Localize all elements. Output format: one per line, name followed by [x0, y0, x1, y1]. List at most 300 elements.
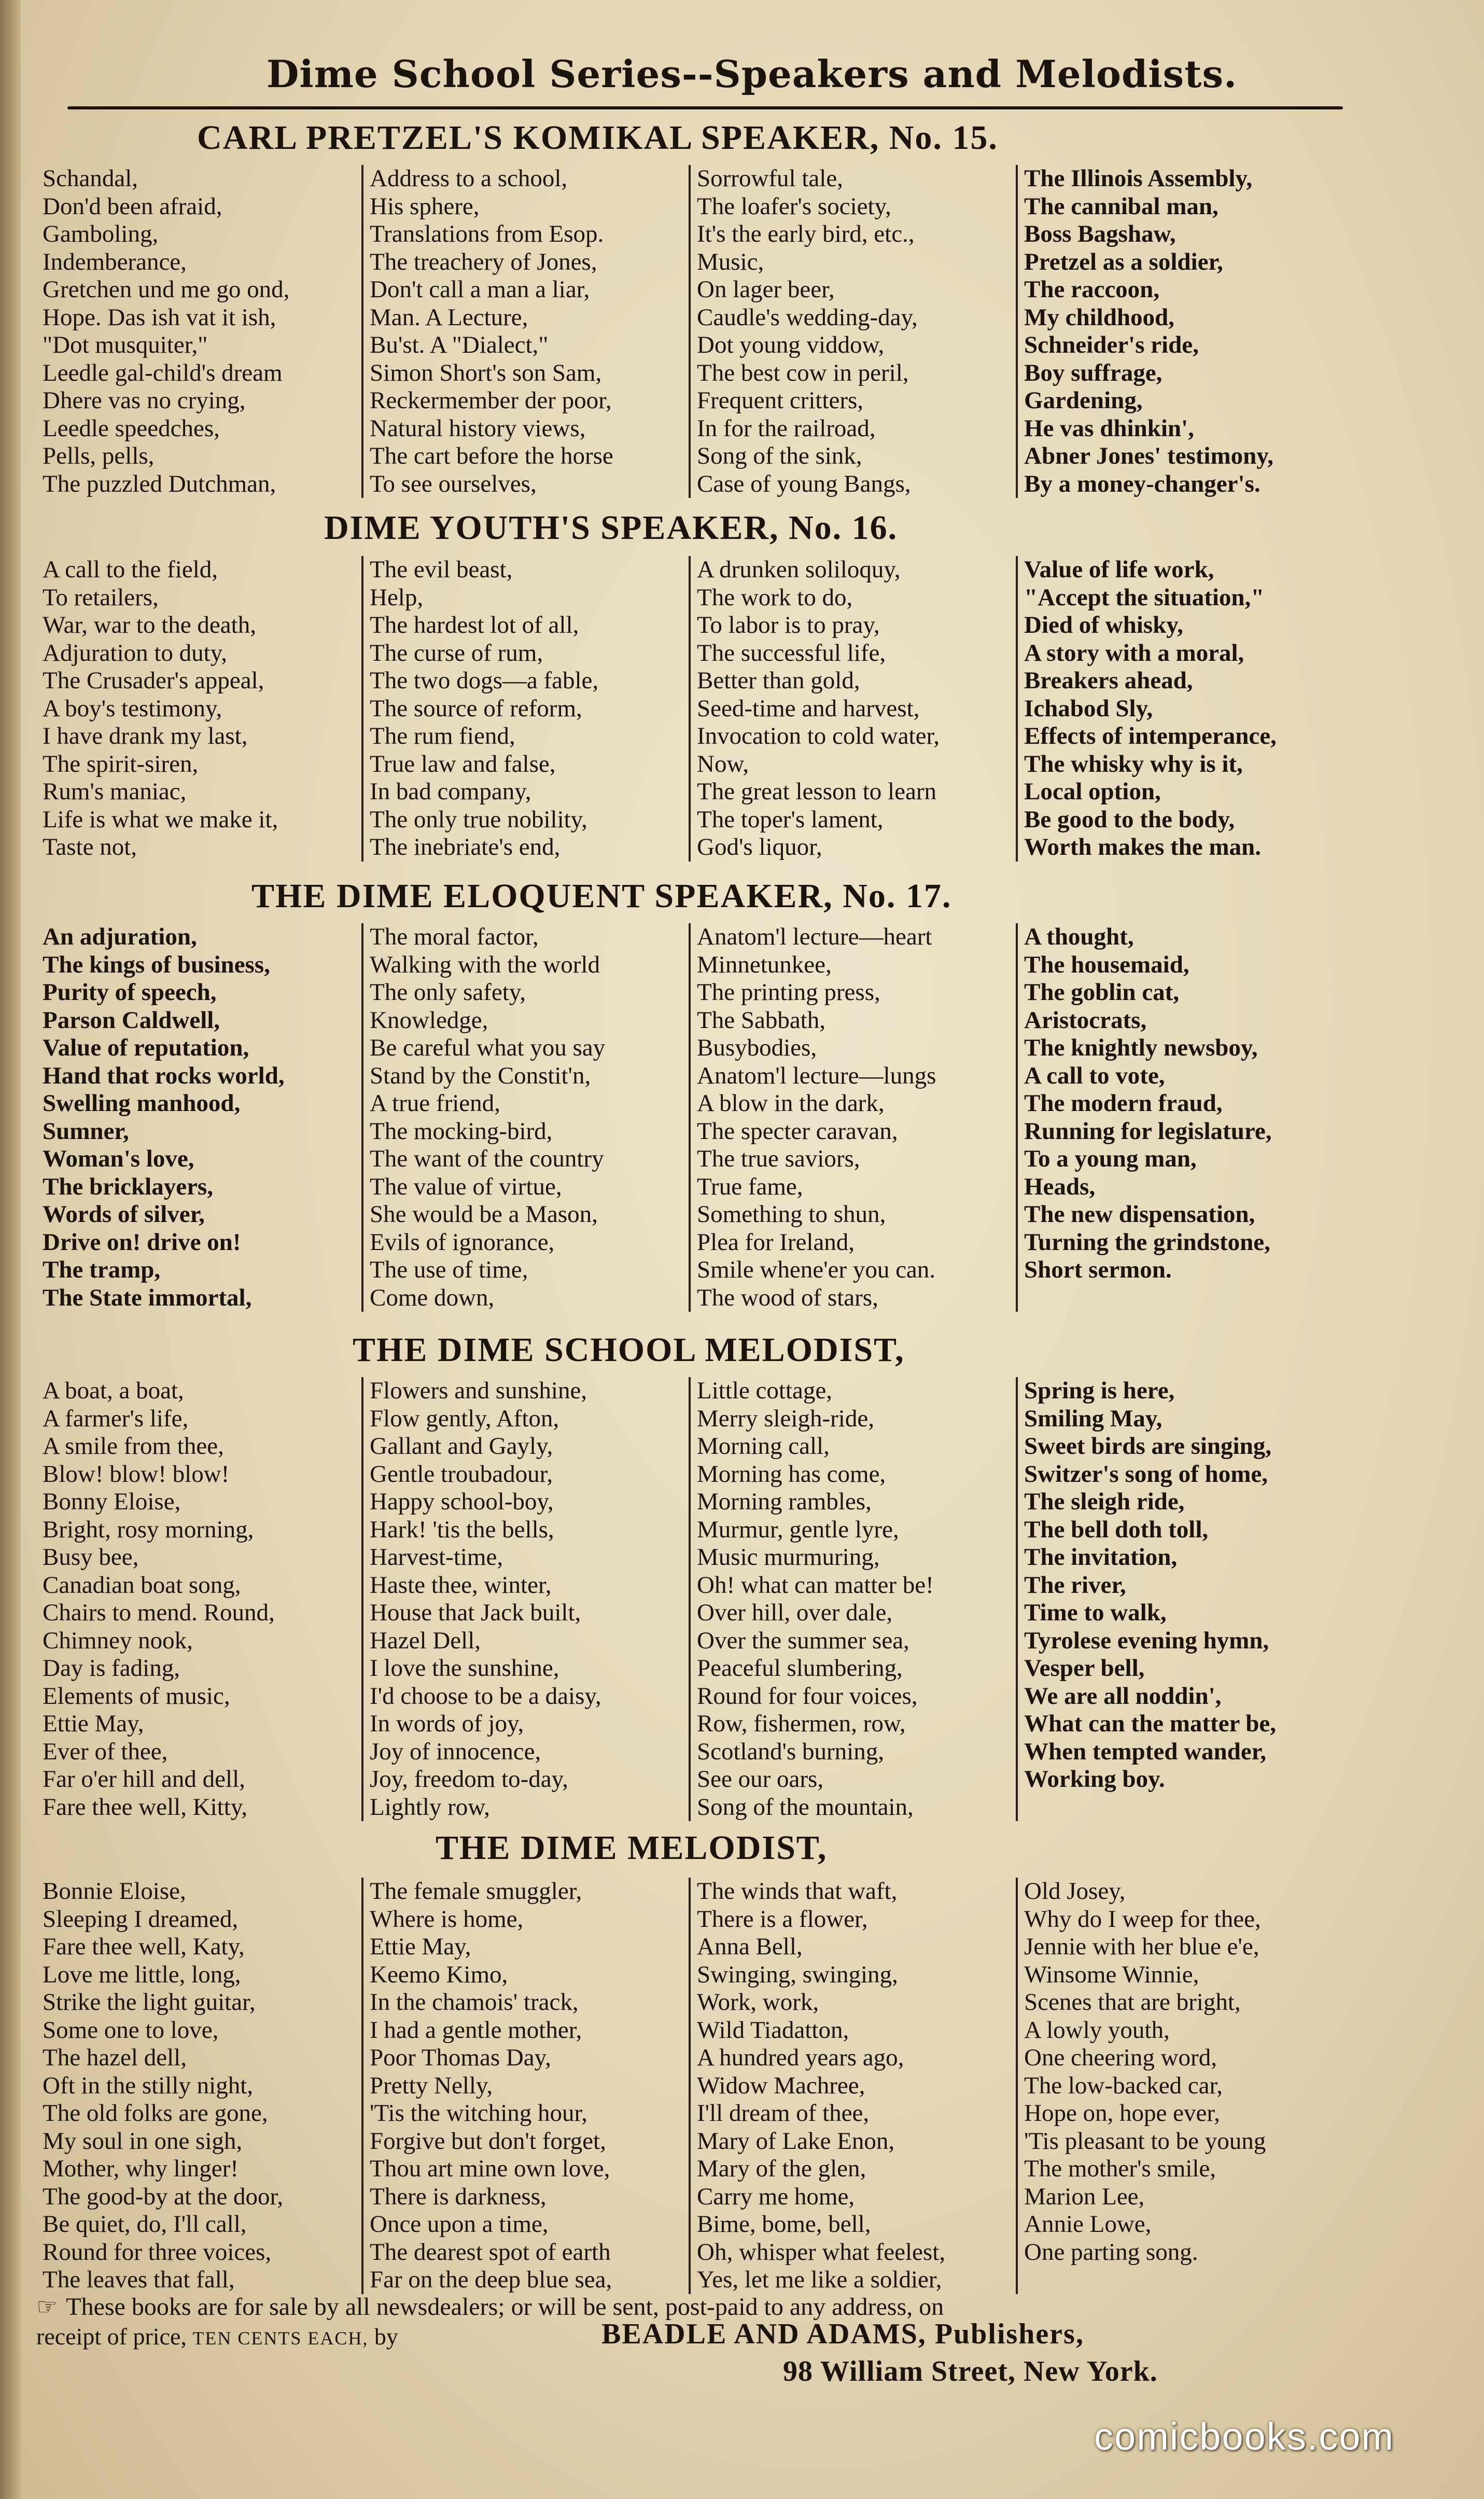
list-item: Scenes that are bright, [1024, 1989, 1241, 2016]
list-item: Value of life work, [1024, 556, 1214, 583]
list-item: Be good to the body, [1024, 806, 1235, 833]
list-item: True law and false, [370, 750, 556, 778]
list-item: Taste not, [43, 834, 137, 860]
list-item: Anatom'l lecture—heart [697, 923, 932, 950]
list-item: The specter caravan, [697, 1117, 898, 1145]
column [689, 165, 1016, 498]
list-item: On lager beer, [697, 276, 835, 303]
list-item: Working boy. [1024, 1766, 1165, 1793]
list-item: A farmer's life, [43, 1405, 189, 1432]
list-item: The best cow in peril, [697, 359, 909, 386]
list-item: Morning has come, [697, 1460, 886, 1488]
list-item: I'd choose to be a daisy, [370, 1682, 601, 1710]
list-item: Flowers and sunshine, [370, 1377, 587, 1404]
list-item: Song of the mountain, [697, 1793, 914, 1821]
list-item: Smile whene'er you can. [697, 1256, 936, 1283]
list-item: The work to do, [697, 584, 853, 611]
list-item: Haste thee, winter, [370, 1571, 552, 1599]
list-item: Walking with the world [370, 951, 600, 978]
list-item: Running for legislature, [1024, 1117, 1272, 1145]
list-item: The loafer's society, [697, 192, 891, 220]
list-item: Now, [697, 750, 749, 778]
list-item: Life is what we make it, [43, 806, 278, 833]
footer-notice [36, 2293, 1343, 2321]
list-item: The mother's smile, [1024, 2155, 1216, 2182]
section-columns-school-melodist [36, 1377, 1343, 1821]
list-item: God's liquor, [697, 834, 822, 860]
column [1016, 1878, 1343, 2294]
list-item: Abner Jones' testimony, [1024, 442, 1273, 469]
list-item: He vas dhinkin', [1024, 414, 1194, 442]
list-item: The use of time, [370, 1256, 528, 1283]
list-item: Joy of innocence, [370, 1738, 541, 1765]
list-item: Bright, rosy morning, [43, 1516, 254, 1543]
list-item: The Sabbath, [697, 1006, 825, 1034]
page-header: Dime School Series--Speakers and Melodists. [266, 52, 1238, 96]
list-item: Evils of ignorance, [370, 1228, 555, 1256]
list-item: Indemberance, [43, 248, 187, 275]
list-item: Purity of speech, [43, 979, 217, 1006]
list-item: The bell doth toll, [1024, 1516, 1209, 1543]
column [1016, 923, 1343, 1312]
list-item: The invitation, [1024, 1544, 1178, 1571]
list-item: To retailers, [43, 584, 159, 611]
list-item: Effects of intemperance, [1024, 723, 1277, 749]
list-item: She would be a Mason, [370, 1201, 598, 1228]
list-item: An adjuration, [43, 923, 197, 950]
list-item: One cheering word, [1024, 2044, 1217, 2071]
list-item: Heads, [1024, 1173, 1096, 1200]
list-item: The toper's lament, [697, 806, 884, 833]
list-item: Anatom'l lecture—lungs [697, 1062, 936, 1089]
publisher-name: BEADLE AND ADAMS, Publishers, [601, 2318, 1084, 2350]
list-item: Some one to love, [43, 2016, 219, 2044]
list-item: Lightly row, [370, 1793, 490, 1821]
list-item: Oh, whisper what feelest, [697, 2238, 945, 2266]
list-item: Carry me home, [697, 2183, 855, 2210]
list-item: Hazel Dell, [370, 1627, 481, 1654]
list-item: 'Tis the witching hour, [370, 2100, 588, 2127]
list-item: The State immortal, [43, 1284, 252, 1311]
list-item: Flow gently, Afton, [370, 1405, 559, 1432]
column [361, 1377, 689, 1821]
list-item: Sumner, [43, 1117, 129, 1145]
list-item: Winsome Winnie, [1024, 1961, 1199, 1988]
list-item: In words of joy, [370, 1710, 524, 1737]
list-item: The hardest lot of all, [370, 612, 579, 638]
list-item: The cannibal man, [1024, 192, 1219, 220]
list-item: A hundred years ago, [697, 2044, 904, 2071]
list-item: War, war to the death, [43, 612, 256, 638]
footer-price-line [36, 2318, 1343, 2350]
list-item: True fame, [697, 1173, 803, 1200]
list-item: Ettie May, [43, 1710, 144, 1737]
list-item: Sweet birds are singing, [1024, 1433, 1271, 1460]
footer-receipt: receipt of price, [36, 2323, 187, 2350]
list-item: A blow in the dark, [697, 1090, 885, 1117]
list-item: The river, [1024, 1571, 1126, 1599]
list-item: In bad company, [370, 778, 531, 805]
list-item: A boy's testimony, [43, 695, 222, 722]
list-item: Died of whisky, [1024, 612, 1183, 638]
list-item: Gardening, [1024, 387, 1143, 414]
list-item: Hark! 'tis the bells, [370, 1516, 554, 1543]
list-item: The goblin cat, [1024, 979, 1180, 1006]
section-title-eloquent: THE DIME ELOQUENT SPEAKER, No. 17. [251, 877, 952, 915]
list-item: Gallant and Gayly, [370, 1433, 553, 1460]
list-item: Gamboling, [43, 220, 159, 247]
list-item: A smile from thee, [43, 1433, 224, 1460]
column [1016, 556, 1343, 862]
list-item: Case of young Bangs, [697, 470, 911, 497]
list-item: Words of silver, [43, 1201, 205, 1228]
list-item: The kings of business, [43, 951, 270, 978]
header-rule [67, 106, 1343, 109]
list-item: Annie Lowe, [1024, 2211, 1152, 2238]
list-item: Canadian boat song, [43, 1571, 241, 1599]
list-item: The Illinois Assembly, [1024, 165, 1253, 192]
list-item: Peaceful slumbering, [697, 1655, 903, 1682]
list-item: The tramp, [43, 1256, 161, 1283]
list-item: The two dogs—a fable, [370, 667, 599, 694]
list-item: Seed-time and harvest, [697, 695, 920, 722]
section-columns-melodist [36, 1878, 1343, 2294]
list-item: The wood of stars, [697, 1284, 878, 1311]
list-item: Sorrowful tale, [697, 165, 843, 192]
list-item: A drunken soliloquy, [697, 556, 901, 583]
list-item: Don't call a man a liar, [370, 276, 590, 303]
list-item: The hazel dell, [43, 2044, 187, 2071]
list-item: Schandal, [43, 165, 138, 192]
list-item: A lowly youth, [1024, 2016, 1170, 2044]
list-item: Something to shun, [697, 1201, 886, 1228]
list-item: Row, fishermen, row, [697, 1710, 906, 1737]
list-item: Adjuration to duty, [43, 639, 227, 667]
list-item: A call to the field, [43, 556, 218, 583]
list-item: The value of virtue, [370, 1173, 562, 1200]
list-item: Worth makes the man. [1024, 834, 1261, 860]
footer-price: TEN CENTS EACH, [192, 2328, 369, 2349]
list-item: See our oars, [697, 1766, 824, 1793]
list-item: The sleigh ride, [1024, 1488, 1185, 1515]
list-item: The true saviors, [697, 1145, 860, 1172]
list-item: The Crusader's appeal, [43, 667, 264, 694]
list-item: Bonnie Eloise, [43, 1878, 186, 1905]
list-item: Hand that rocks world, [43, 1062, 285, 1089]
list-item: Ever of thee, [43, 1738, 168, 1765]
list-item: A story with a moral, [1024, 639, 1244, 667]
list-item: The curse of rum, [370, 639, 543, 667]
list-item: Far o'er hill and dell, [43, 1766, 245, 1793]
column [689, 923, 1016, 1312]
list-item: The successful life, [697, 639, 886, 667]
column [689, 556, 1016, 862]
list-item: Marion Lee, [1024, 2183, 1145, 2210]
list-item: The only true nobility, [370, 806, 587, 833]
list-item: Round for three voices, [43, 2238, 272, 2266]
list-item: Harvest-time, [370, 1544, 503, 1571]
list-item: The moral factor, [370, 923, 539, 950]
column [361, 923, 689, 1312]
list-item: Blow! blow! blow! [43, 1460, 230, 1488]
list-item: Widow Machree, [697, 2072, 865, 2099]
list-item: Man. A Lecture, [370, 303, 528, 331]
list-item: The mocking-bird, [370, 1117, 553, 1145]
list-item: The winds that waft, [697, 1878, 898, 1905]
column [689, 1377, 1016, 1821]
list-item: Yes, let me like a soldier, [697, 2266, 942, 2293]
list-item: Stand by the Constit'n, [370, 1062, 591, 1089]
list-item: The inebriate's end, [370, 834, 561, 860]
page-edge [0, 0, 21, 2499]
list-item: Translations from Esop. [370, 220, 604, 247]
list-item: Frequent critters, [697, 387, 864, 414]
list-item: A true friend, [370, 1090, 500, 1117]
list-item: Poor Thomas Day, [370, 2044, 551, 2071]
list-item: Why do I weep for thee, [1024, 1905, 1261, 1933]
list-item: The low-backed car, [1024, 2072, 1223, 2099]
list-item: The knightly newsboy, [1024, 1034, 1258, 1061]
list-item: Gretchen und me go ond, [43, 276, 290, 303]
list-item: The female smuggler, [370, 1878, 582, 1905]
section-columns-eloquent [36, 923, 1343, 1312]
list-item: Thou art mine own love, [370, 2155, 610, 2182]
list-item: Bime, bome, bell, [697, 2211, 871, 2238]
list-item: Switzer's song of home, [1024, 1460, 1268, 1488]
list-item: Oft in the stilly night, [43, 2072, 254, 2099]
pointing-hand-icon: ☞ [36, 2294, 58, 2320]
list-item: Pretty Nelly, [370, 2072, 493, 2099]
list-item: Come down, [370, 1284, 495, 1311]
list-item: Far on the deep blue sea, [370, 2266, 612, 2293]
list-item: Merry sleigh-ride, [697, 1405, 874, 1432]
list-item: Sleeping I dreamed, [43, 1905, 239, 1933]
list-item: Pells, pells, [43, 442, 155, 469]
list-item: Simon Short's son Sam, [370, 359, 602, 386]
list-item: Swelling manhood, [43, 1090, 241, 1117]
list-item: 'Tis pleasant to be young [1024, 2127, 1266, 2155]
list-item: Busy bee, [43, 1544, 139, 1571]
list-item: The bricklayers, [43, 1173, 213, 1200]
list-item: Elements of music, [43, 1682, 230, 1710]
list-item: Invocation to cold water, [697, 723, 940, 749]
column [36, 923, 361, 1312]
list-item: Song of the sink, [697, 442, 862, 469]
list-item: The puzzled Dutchman, [43, 470, 276, 497]
list-item: His sphere, [370, 192, 480, 220]
list-item: Spring is here, [1024, 1377, 1175, 1404]
list-item: House that Jack built, [370, 1599, 581, 1626]
list-item: Little cottage, [697, 1377, 833, 1404]
list-item: Murmur, gentle lyre, [697, 1516, 899, 1543]
list-item: A call to vote, [1024, 1062, 1165, 1089]
list-item: I had a gentle mother, [370, 2016, 582, 2044]
list-item: Chairs to mend. Round, [43, 1599, 275, 1626]
list-item: Leedle speedches, [43, 414, 220, 442]
list-item: Be quiet, do, I'll call, [43, 2211, 247, 2238]
list-item: Bonny Eloise, [43, 1488, 181, 1515]
list-item: Swinging, swinging, [697, 1961, 898, 1988]
list-item: The dearest spot of earth [370, 2238, 611, 2266]
list-item: A boat, a boat, [43, 1377, 184, 1404]
list-item: Mary of Lake Enon, [697, 2127, 895, 2155]
list-item: Natural history views, [370, 414, 586, 442]
list-item: Strike the light guitar, [43, 1989, 256, 2016]
list-item: It's the early bird, etc., [697, 220, 915, 247]
section-title-komikal: CARL PRETZEL'S KOMIKAL SPEAKER, No. 15. [197, 119, 998, 157]
section-title-youth: DIME YOUTH'S SPEAKER, No. 16. [324, 509, 898, 547]
list-item: Vesper bell, [1024, 1655, 1145, 1682]
list-item: Minnetunkee, [697, 951, 832, 978]
list-item: One parting song. [1024, 2238, 1198, 2266]
list-item: Music murmuring, [697, 1544, 880, 1571]
list-item: Over the summer sea, [697, 1627, 909, 1654]
watermark: comicbooks.com [1094, 2415, 1395, 2458]
list-item: Bu'st. A "Dialect," [370, 331, 549, 358]
list-item: To a young man, [1024, 1145, 1197, 1172]
list-item: In the chamois' track, [370, 1989, 579, 2016]
list-item: Tyrolese evening hymn, [1024, 1627, 1269, 1654]
list-item: The source of reform, [370, 695, 582, 722]
list-item: Address to a school, [370, 165, 568, 192]
list-item: Caudle's wedding-day, [697, 303, 918, 331]
list-item: Time to walk, [1024, 1599, 1167, 1626]
list-item: In for the railroad, [697, 414, 876, 442]
list-item: Dhere vas no crying, [43, 387, 246, 414]
list-item: Oh! what can matter be! [697, 1571, 934, 1599]
list-item: The leaves that fall, [43, 2266, 235, 2293]
list-item: Hope. Das ish vat it ish, [43, 303, 276, 331]
list-item: "Accept the situation," [1024, 584, 1265, 611]
list-item: Once upon a time, [370, 2211, 549, 2238]
section-columns-komikal [36, 165, 1343, 498]
list-item: Ettie May, [370, 1933, 471, 1960]
list-item: Chimney nook, [43, 1627, 193, 1654]
list-item: There is a flower, [697, 1905, 868, 1933]
list-item: The spirit-siren, [43, 750, 199, 778]
list-item: My soul in one sigh, [43, 2127, 243, 2155]
list-item: Leedle gal-child's dream [43, 359, 283, 386]
list-item: Anna Bell, [697, 1933, 803, 1960]
column [1016, 165, 1343, 498]
list-item: The modern fraud, [1024, 1090, 1223, 1117]
column [689, 1878, 1016, 2294]
list-item: Mother, why linger! [43, 2155, 239, 2182]
list-item: Don'd been afraid, [43, 192, 222, 220]
list-item: By a money-changer's. [1024, 470, 1261, 497]
list-item: Help, [370, 584, 424, 611]
list-item: Joy, freedom to-day, [370, 1766, 568, 1793]
list-item: What can the matter be, [1024, 1710, 1277, 1737]
list-item: The whisky why is it, [1024, 750, 1243, 778]
list-item: Gentle troubadour, [370, 1460, 553, 1488]
list-item: Be careful what you say [370, 1034, 606, 1061]
list-item: The great lesson to learn [697, 778, 936, 805]
list-item: Parson Caldwell, [43, 1006, 220, 1034]
list-item: I love the sunshine, [370, 1655, 559, 1682]
list-item: The good-by at the door, [43, 2183, 284, 2210]
list-item: I have drank my last, [43, 723, 248, 749]
list-item: Where is home, [370, 1905, 524, 1933]
list-item: Boss Bagshaw, [1024, 220, 1176, 247]
list-item: The printing press, [697, 979, 880, 1006]
list-item: Smiling May, [1024, 1405, 1163, 1432]
list-item: Love me little, long, [43, 1961, 241, 1988]
list-item: Better than gold, [697, 667, 860, 694]
list-item: Value of reputation, [43, 1034, 249, 1061]
column [361, 556, 689, 862]
list-item: To see ourselves, [370, 470, 537, 497]
list-item: Knowledge, [370, 1006, 488, 1034]
list-item: Woman's love, [43, 1145, 194, 1172]
list-item: Short sermon. [1024, 1256, 1172, 1283]
list-item: I'll dream of thee, [697, 2100, 870, 2127]
list-item: When tempted wander, [1024, 1738, 1266, 1765]
list-item: A thought, [1024, 923, 1134, 950]
section-title-school-melodist: THE DIME SCHOOL MELODIST, [353, 1331, 905, 1369]
column [36, 1878, 361, 2294]
list-item: The old folks are gone, [43, 2100, 268, 2127]
list-item: Forgive but don't forget, [370, 2127, 606, 2155]
list-item: There is darkness, [370, 2183, 547, 2210]
publisher-address: 98 William Street, New York. [783, 2355, 1158, 2387]
list-item: Fare thee well, Kitty, [43, 1793, 248, 1821]
list-item: Morning call, [697, 1433, 830, 1460]
footer-line1: These books are for sale by all newsdealers; or will be sent, post-paid to any address, on [66, 2293, 944, 2321]
list-item: Local option, [1024, 778, 1161, 805]
list-item: "Dot musquiter," [43, 331, 208, 358]
list-item: Busybodies, [697, 1034, 817, 1061]
list-item: Mary of the glen, [697, 2155, 866, 2182]
list-item: The cart before the horse [370, 442, 613, 469]
list-item: Hope on, hope ever, [1024, 2100, 1220, 2127]
list-item: Keemo Kimo, [370, 1961, 508, 1988]
list-item: Day is fading, [43, 1655, 180, 1682]
column [361, 1878, 689, 2294]
list-item: Schneider's ride, [1024, 331, 1199, 358]
section-title-melodist: THE DIME MELODIST, [436, 1829, 828, 1867]
list-item: The want of the country [370, 1145, 604, 1172]
list-item: The new dispensation, [1024, 1201, 1255, 1228]
list-item: Over hill, over dale, [697, 1599, 893, 1626]
list-item: Plea for Ireland, [697, 1228, 855, 1256]
list-item: My childhood, [1024, 303, 1174, 331]
list-item: Happy school-boy, [370, 1488, 554, 1515]
column [361, 165, 689, 498]
list-item: Work, work, [697, 1989, 819, 2016]
list-item: Boy suffrage, [1024, 359, 1163, 386]
list-item: Drive on! drive on! [43, 1228, 241, 1256]
column [36, 165, 361, 498]
list-item: Turning the grindstone, [1024, 1228, 1270, 1256]
list-item: Ichabod Sly, [1024, 695, 1153, 722]
list-item: Scotland's burning, [697, 1738, 884, 1765]
column [36, 556, 361, 862]
list-item: Reckermember der poor, [370, 387, 612, 414]
list-item: Round for four voices, [697, 1682, 918, 1710]
list-item: Breakers ahead, [1024, 667, 1193, 694]
list-item: The evil beast, [370, 556, 513, 583]
list-item: To labor is to pray, [697, 612, 880, 638]
list-item: Old Josey, [1024, 1878, 1126, 1905]
list-item: Jennie with her blue e'e, [1024, 1933, 1259, 1960]
list-item: Music, [697, 248, 764, 275]
column [1016, 1377, 1343, 1821]
list-item: Morning rambles, [697, 1488, 872, 1515]
list-item: Rum's maniac, [43, 778, 187, 805]
list-item: The housemaid, [1024, 951, 1189, 978]
list-item: The treachery of Jones, [370, 248, 597, 275]
